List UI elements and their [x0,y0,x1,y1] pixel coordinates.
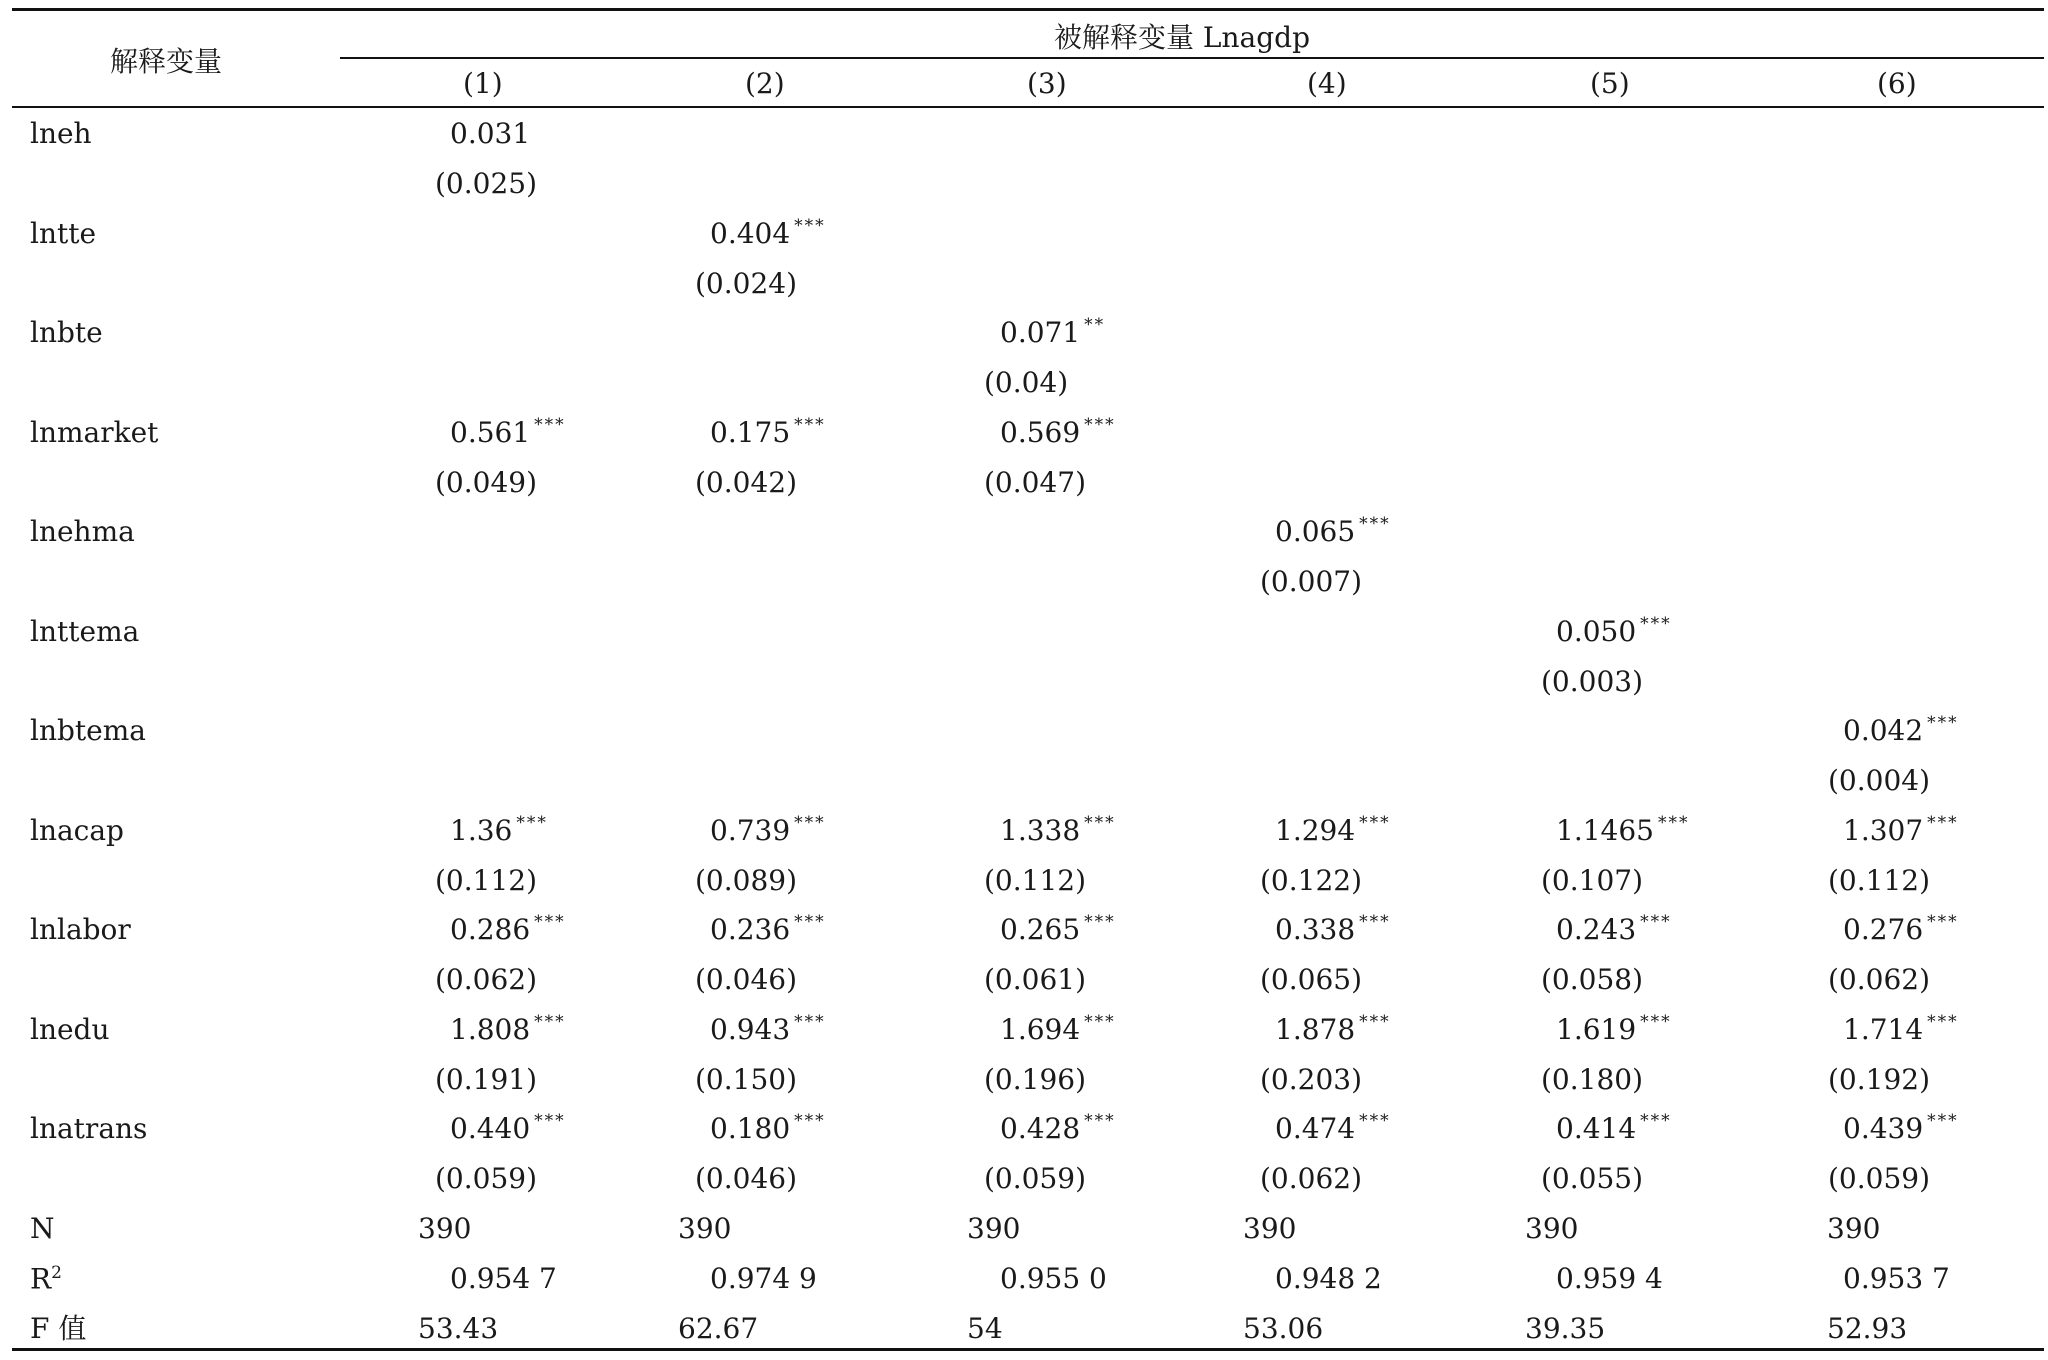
coef-value: 0.474 [1275,1112,1356,1145]
std-error-cell: (0.046) [695,963,798,996]
coef-cell [1000,912,1116,946]
stat-value: 62.67 [678,1311,759,1345]
coef-cell [1275,514,1391,548]
coef-value: 0.404 [710,216,791,250]
coef-value: 0.042 [1843,714,1924,747]
coef-value: 1.338 [1000,813,1081,847]
std-error-cell: (0.059) [984,1162,1087,1195]
significance-stars: *** [1657,812,1690,833]
significance-stars: *** [1084,812,1116,833]
column-header-5: (5) [1590,67,1630,100]
std-error-cell: (0.150) [695,1062,798,1096]
std-error-cell: (0.059) [435,1162,538,1195]
coef-cell [1000,1111,1116,1145]
coef-value: 0.243 [1556,913,1637,946]
column-header-2: (2) [745,67,785,100]
coef-value: 1.619 [1556,1012,1637,1046]
coef-cell [710,812,826,847]
coef-value: 1.1465 [1556,813,1654,847]
std-error-cell: (0.007) [1260,565,1363,598]
coef-cell [1275,912,1391,946]
std-error-cell: (0.112) [435,863,538,897]
significance-stars: *** [1927,812,1959,833]
significance-stars: *** [1359,514,1391,534]
coef-value: 1.694 [1000,1012,1081,1046]
coef-cell [710,912,826,946]
significance-stars: *** [1084,1011,1116,1032]
coef-cell [710,1111,826,1145]
stat-value: 54 [967,1311,1003,1345]
significance-stars: *** [794,1111,826,1131]
std-error-cell: (0.203) [1260,1062,1363,1096]
std-error-cell: (0.047) [984,465,1087,499]
row-label-lnehma: lnehma [30,515,135,548]
coef-cell [1556,912,1672,946]
significance-stars: *** [534,1111,566,1131]
std-error-cell: (0.180) [1541,1062,1644,1096]
coef-cell [1556,1111,1672,1145]
coef-value: 1.294 [1275,813,1356,847]
std-error-cell: (0.065) [1260,963,1363,996]
coef-cell [450,912,566,946]
significance-stars: *** [1640,912,1672,932]
coef-cell [1275,1111,1391,1145]
coef-cell [1000,812,1116,847]
coef-value: 1.307 [1843,813,1924,847]
stat-value: 0.955 0 [1000,1261,1107,1295]
stat-value: 39.35 [1525,1311,1606,1345]
significance-stars: *** [794,1011,826,1032]
stat-value: 390 [1827,1211,1881,1245]
coef-cell [450,1011,566,1046]
header-rule [12,106,2044,108]
significance-stars: *** [1084,912,1116,932]
coef-value: 0.414 [1556,1112,1637,1145]
row-label-lnlabor: lnlabor [30,913,131,946]
significance-stars: *** [1640,1011,1672,1032]
significance-stars: *** [1927,713,1959,733]
significance-stars: *** [1359,812,1391,833]
coef-cell [1843,812,1959,847]
stat-value: 0.954 7 [450,1261,557,1295]
stat-value: 0.974 9 [710,1261,817,1295]
coef-cell [1000,315,1106,349]
stat-value: 390 [1243,1211,1297,1245]
std-error-cell: (0.055) [1541,1162,1644,1195]
std-error-cell: (0.025) [435,167,538,200]
row-label-lnatrans: lnatrans [30,1112,148,1145]
row-label-lnacap: lnacap [30,813,124,847]
coef-cell [1000,414,1116,449]
std-error-cell: (0.107) [1541,863,1644,897]
significance-stars: *** [1359,1111,1391,1131]
coef-value: 1.36 [450,813,513,847]
std-error-cell: (0.059) [1828,1162,1931,1195]
stat-value: 390 [967,1211,1021,1245]
coef-cell [450,414,566,449]
row-label-lnedu: lnedu [30,1012,110,1046]
coef-value: 0.265 [1000,913,1081,946]
coef-cell [710,215,826,250]
row-label-lnbte: lnbte [30,316,103,349]
coef-cell [1275,812,1391,847]
std-error-cell: (0.062) [435,963,538,996]
coef-value: 0.276 [1843,913,1924,946]
std-error-cell: (0.049) [435,465,538,499]
coef-value: 1.808 [450,1012,531,1046]
row-label-lneh: lneh [30,117,92,150]
coef-value: 0.561 [450,415,531,449]
row-label-lnmarket: lnmarket [30,415,159,449]
coef-value: 0.943 [710,1012,791,1046]
coef-cell [710,1011,826,1046]
coef-value: 0.065 [1275,515,1356,548]
stat-value: 53.43 [418,1311,499,1345]
group-rule [340,57,2044,59]
stat-label: N [30,1211,55,1245]
stat-value: 53.06 [1243,1311,1324,1345]
coef-value: 1.714 [1843,1012,1924,1046]
std-error-cell: (0.122) [1260,863,1363,897]
coef-cell [1843,713,1959,747]
significance-stars: *** [534,912,566,932]
column-header-3: (3) [1027,67,1067,100]
stat-value: 0.948 2 [1275,1261,1382,1295]
stat-value: 52.93 [1827,1311,1908,1345]
std-error-cell: (0.062) [1828,963,1931,996]
coef-cell [450,812,548,847]
std-error-cell: (0.061) [984,963,1087,996]
std-error-cell: (0.192) [1828,1062,1931,1096]
stat-value: 390 [678,1211,732,1245]
significance-stars: *** [516,812,548,833]
significance-stars: *** [1359,1011,1391,1032]
bottom-rule [12,1348,2044,1351]
std-error-cell: (0.004) [1828,764,1931,797]
coef-cell [710,414,826,449]
significance-stars: *** [534,1011,566,1032]
std-error-cell: (0.046) [695,1162,798,1195]
row-label-lnttema: lnttema [30,614,140,648]
std-error-cell: (0.112) [984,863,1087,897]
top-rule [12,8,2044,11]
std-error-cell: (0.089) [695,863,798,897]
coef-value: 1.878 [1275,1012,1356,1046]
coef-value: 0.175 [710,415,791,449]
coef-cell [1000,1011,1116,1046]
coef-value: 0.236 [710,913,791,946]
stat-value: 390 [418,1211,472,1245]
significance-stars: *** [1927,912,1959,932]
std-error-cell: (0.003) [1541,664,1644,698]
column-header-1: (1) [463,67,503,100]
coef-value: 0.439 [1843,1112,1924,1145]
significance-stars: *** [1084,1111,1116,1131]
significance-stars: *** [1927,1111,1959,1131]
stat-value: 390 [1525,1211,1579,1245]
coef-cell [450,1111,566,1145]
coef-value: 0.739 [710,813,791,847]
significance-stars: *** [1640,613,1672,634]
group-header: 被解释变量 Lnagdp [1054,21,1310,54]
significance-stars: *** [1084,414,1116,435]
row-label-lnbtema: lnbtema [30,714,146,747]
coef-cell [1843,912,1959,946]
coef-cell [1556,613,1672,648]
significance-stars: *** [794,812,826,833]
std-error-cell: (0.196) [984,1062,1087,1096]
stub-header: 解释变量 [110,45,223,78]
coef-cell [450,117,531,150]
coef-value: 0.440 [450,1112,531,1145]
coef-cell [1843,1011,1959,1046]
column-header-6: (6) [1877,67,1917,100]
std-error-cell: (0.058) [1541,963,1644,996]
std-error-cell: (0.062) [1260,1162,1363,1195]
significance-stars: *** [1927,1011,1959,1032]
coef-value: 0.050 [1556,614,1637,648]
coef-value: 0.180 [710,1112,791,1145]
significance-stars: *** [794,912,826,932]
std-error-cell: (0.112) [1828,863,1931,897]
significance-stars: *** [794,414,826,435]
coef-value: 0.286 [450,913,531,946]
significance-stars: *** [794,215,826,236]
coef-value: 0.071 [1000,316,1081,349]
stat-value: 0.959 4 [1556,1261,1663,1295]
coef-cell [1843,1111,1959,1145]
coef-cell [1275,1011,1391,1046]
stat-label: F 值 [30,1311,87,1345]
coef-value: 0.428 [1000,1112,1081,1145]
stat-label: $R^2$ [30,1261,62,1295]
coef-value: 0.569 [1000,415,1081,449]
std-error-cell: (0.024) [695,266,798,300]
coef-value: 0.031 [450,117,531,150]
std-error-cell: (0.04) [984,366,1069,399]
coef-cell [1556,1011,1672,1046]
column-header-4: (4) [1307,67,1347,100]
significance-stars: *** [534,414,566,435]
std-error-cell: (0.042) [695,465,798,499]
coef-value: 0.338 [1275,913,1356,946]
significance-stars: *** [1640,1111,1672,1131]
row-label-lntte: lntte [30,216,97,250]
stat-value: 0.953 7 [1843,1261,1950,1295]
significance-stars: *** [1359,912,1391,932]
coef-cell [1556,812,1690,847]
std-error-cell: (0.191) [435,1062,538,1096]
significance-stars: ** [1084,315,1106,335]
